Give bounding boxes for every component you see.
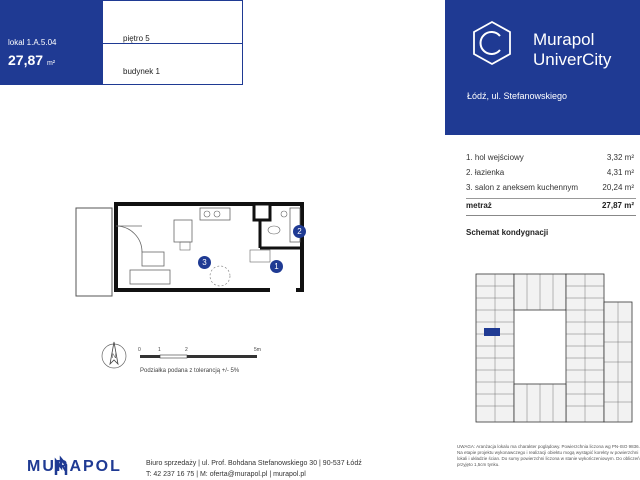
rooms-table [466, 153, 636, 216]
room-area: 20,24 m² [602, 183, 634, 192]
footer-line-2: T: 42 237 16 75 | M: oferta@murapol.pl | murapol.pl [146, 471, 306, 478]
total-area: 27,87 m² [601, 201, 634, 210]
floor-schema-title: Schemat kondygnacji [466, 228, 549, 237]
room-row [466, 168, 636, 183]
unit-info-panel [0, 0, 103, 85]
room-name: 2. łazienka [466, 168, 505, 177]
brand-name [533, 30, 611, 70]
total-row [466, 201, 636, 215]
footer-line-1: Biuro sprzedaży | ul. Prof. Bohdana Stefanowskiego 30 | 90-537 Łódź [146, 460, 362, 467]
room-badge-3: 3 [198, 256, 211, 269]
room-badge-2: 2 [293, 225, 306, 238]
footer-contact [146, 458, 426, 480]
room-area: 3,32 m² [606, 153, 634, 162]
unit-location-box [103, 0, 243, 85]
compass-icon [96, 338, 132, 374]
floor-label: piętro 5 [123, 34, 150, 43]
scale-tick: 1 [158, 347, 161, 353]
divider [466, 198, 636, 199]
room-row [466, 153, 636, 168]
floor-plan [70, 196, 350, 306]
brand-logo-icon [467, 18, 517, 68]
divider [466, 215, 636, 216]
scale-tick: 0 [138, 347, 141, 353]
building-label: budynek 1 [123, 67, 160, 76]
brand-panel [445, 0, 640, 135]
room-row [466, 183, 636, 198]
room-badge-1: 1 [270, 260, 283, 273]
floor-schema-diagram [474, 272, 634, 424]
brand-name-line1: Murapol [533, 30, 595, 49]
unit-area [8, 52, 55, 68]
brand-name-line2: UniverCity [533, 50, 612, 69]
unit-highlight [484, 328, 500, 336]
compass-label: N [112, 354, 117, 360]
footer-brand: MURAPOL [27, 458, 122, 475]
room-name: 1. hol wejściowy [466, 153, 524, 162]
scale-bar [138, 345, 268, 365]
disclaimer: UWAGA: Aranżacja lokalu ma charakter poglądowy. Powierzchnia liczona wg PN-ISO 9836. Na etapie projektu wykonawczego i realizacji obiektu mogą wystąpić korekty w powierzchni lokali i układzie ścian. Do sumy powierzchni liczona w stanie wykończeniowym. Do obliczeń przyjęto 1,5cm tynku. [457, 444, 640, 467]
room-area: 4,31 m² [606, 168, 634, 177]
unit-number: lokal 1.A.5.04 [8, 38, 57, 47]
scale-tick: 5m [254, 347, 261, 353]
room-name: 3. salon z aneksem kuchennym [466, 183, 579, 192]
divider [103, 43, 242, 44]
brand-address: Łódź, ul. Stefanowskiego [467, 91, 568, 101]
scale-tick: 2 [185, 347, 188, 353]
unit-area-unit: m² [46, 60, 56, 67]
total-label: metraż [466, 201, 492, 210]
unit-area-value: 27,87 [8, 52, 44, 68]
tolerance-note: Podziałka podana z tolerancją +/- 5% [140, 368, 240, 374]
